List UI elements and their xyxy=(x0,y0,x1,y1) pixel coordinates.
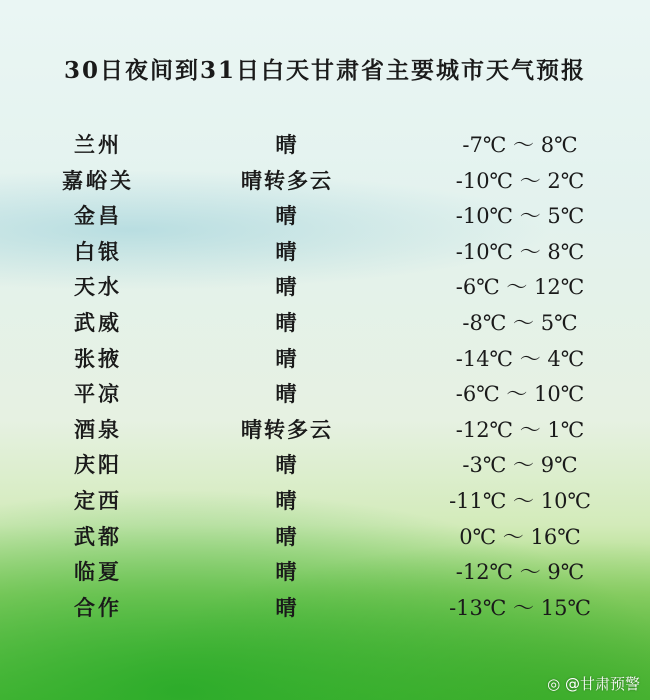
city-name: 庆阳 xyxy=(74,452,122,478)
weather-condition: 晴 xyxy=(275,310,299,335)
city-name: 金昌 xyxy=(74,203,122,229)
city-name: 张掖 xyxy=(74,345,122,371)
table-row xyxy=(0,484,650,518)
page-title: 30日夜间到31日白天甘肃省主要城市天气预报 xyxy=(63,57,586,84)
city-name: 临夏 xyxy=(74,559,122,585)
weather-condition: 晴 xyxy=(275,132,299,157)
table-row xyxy=(0,342,650,376)
temperature-range: -3℃ ～ 9℃ xyxy=(462,453,578,478)
weather-condition: 晴 xyxy=(275,274,299,300)
city-name: 嘉峪关 xyxy=(62,167,134,193)
temperature-range: -12℃ ～ 1℃ xyxy=(455,417,585,442)
table-row xyxy=(0,448,650,482)
table-row xyxy=(0,128,650,162)
temperature-range: -10℃ ～ 2℃ xyxy=(455,168,585,193)
table-row xyxy=(0,555,650,589)
city-name: 武都 xyxy=(74,523,122,549)
weather-condition: 晴 xyxy=(275,381,299,407)
temperature-range: -6℃ ～ 10℃ xyxy=(455,382,585,407)
watermark: ◎ @甘肃预警 xyxy=(547,675,640,693)
temperature-range: -13℃ ～ 15℃ xyxy=(449,595,591,620)
weather-condition: 晴转多云 xyxy=(241,167,333,193)
temperature-range: -10℃ ～ 8℃ xyxy=(455,239,585,264)
weather-condition: 晴 xyxy=(275,559,299,585)
city-name: 天水 xyxy=(74,274,122,300)
city-name: 酒泉 xyxy=(74,416,122,442)
table-row xyxy=(0,520,650,554)
table-row xyxy=(0,235,650,269)
weather-condition: 晴 xyxy=(275,488,299,513)
weibo-icon: ◎ xyxy=(547,675,561,693)
temperature-range: -6℃ ～ 12℃ xyxy=(455,275,585,300)
city-name: 合作 xyxy=(74,594,122,620)
table-row xyxy=(0,270,650,304)
city-name: 武威 xyxy=(74,310,122,335)
temperature-range: -11℃ ～ 10℃ xyxy=(449,489,591,513)
table-row xyxy=(0,306,650,340)
temperature-range: -8℃ ～ 5℃ xyxy=(462,311,578,335)
weather-condition: 晴 xyxy=(275,203,299,229)
temperature-range: -12℃ ～ 9℃ xyxy=(455,560,585,585)
city-name: 定西 xyxy=(74,488,122,513)
temperature-range: -7℃ ～ 8℃ xyxy=(462,133,578,157)
table-row xyxy=(0,164,650,198)
table-row xyxy=(0,377,650,411)
weather-condition: 晴 xyxy=(275,523,299,549)
table-row xyxy=(0,413,650,447)
weather-condition: 晴 xyxy=(275,345,299,371)
temperature-range: 0℃ ～ 16℃ xyxy=(459,524,581,549)
weather-condition: 晴转多云 xyxy=(241,416,333,442)
weather-condition: 晴 xyxy=(275,452,299,478)
weather-condition: 晴 xyxy=(275,594,299,620)
temperature-range: -14℃ ～ 4℃ xyxy=(455,346,585,371)
city-name: 白银 xyxy=(74,238,122,264)
table-row xyxy=(0,199,650,233)
weather-condition: 晴 xyxy=(275,238,299,264)
temperature-range: -10℃ ～ 5℃ xyxy=(455,204,585,229)
table-row xyxy=(0,591,650,625)
city-name: 平凉 xyxy=(74,381,122,407)
city-name: 兰州 xyxy=(74,132,122,157)
